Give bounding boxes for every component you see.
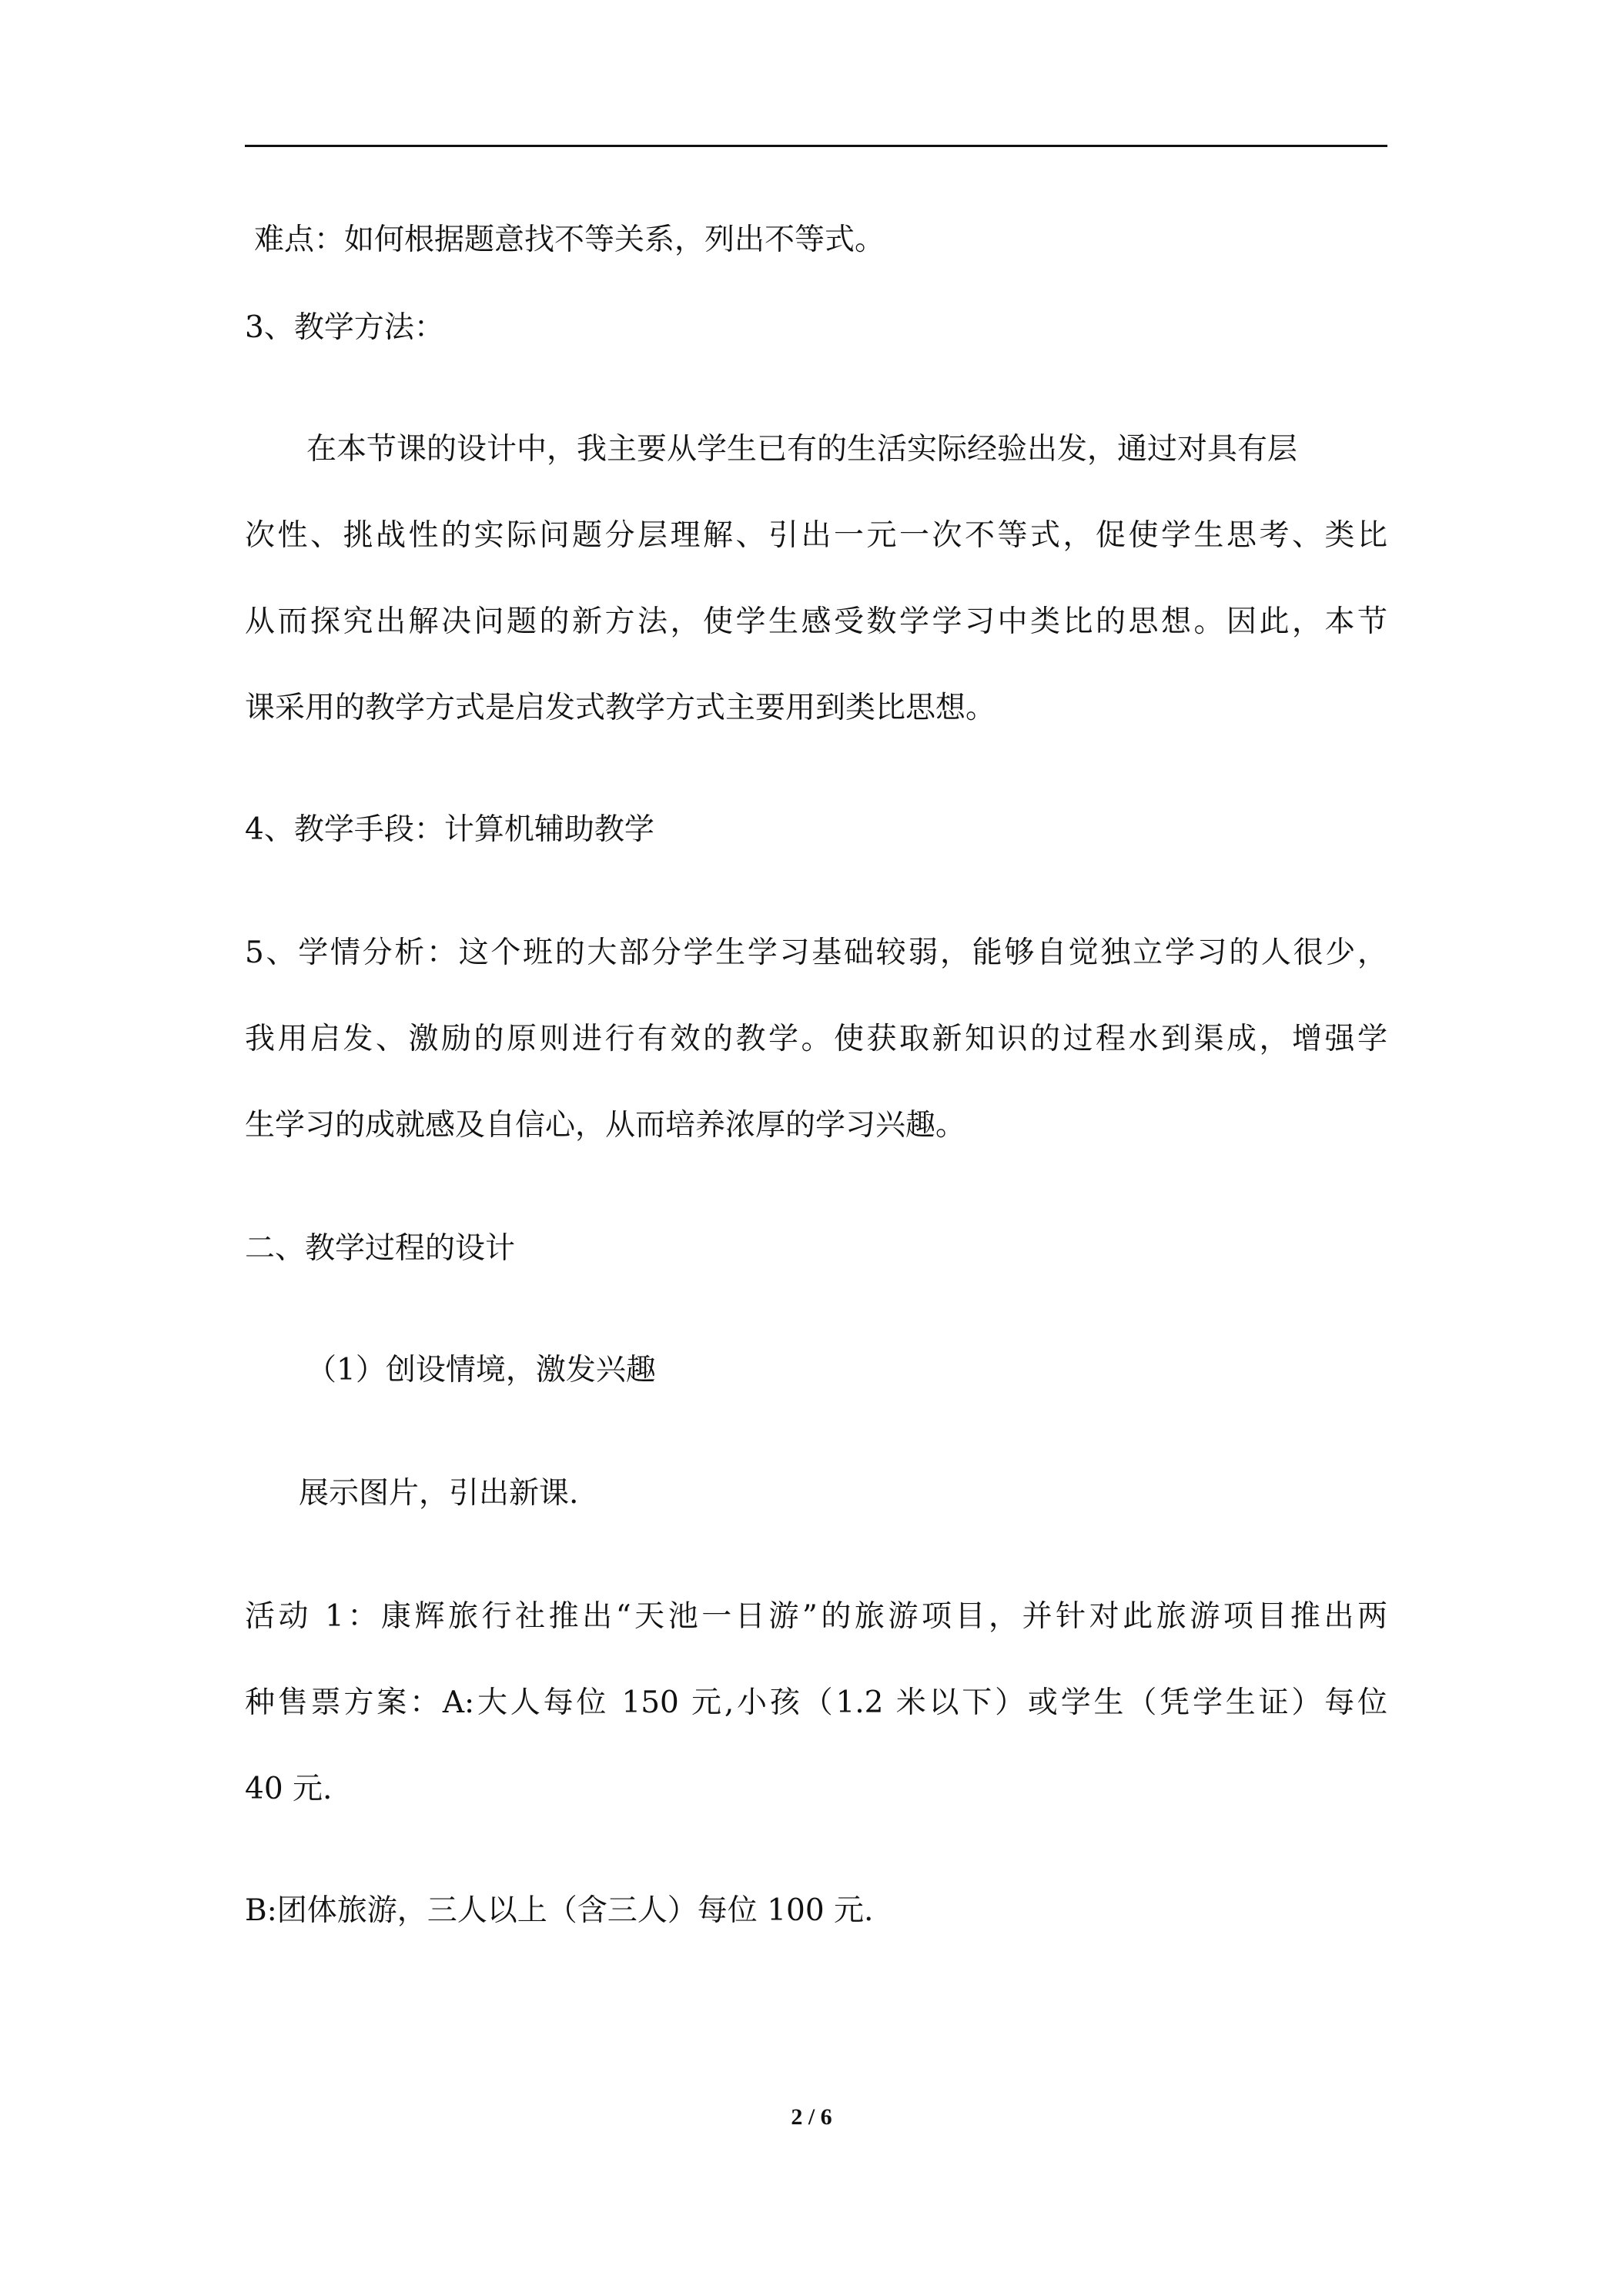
- section-heading: 二、教学过程的设计: [245, 1231, 516, 1266]
- activity-paragraph-line: 种售票方案：A:大人每位 150 元,小孩（1.2 米以下）或学生（凭学生证）每位: [245, 1685, 1387, 1720]
- analysis-paragraph-line: 生学习的成就感及自信心，从而培养浓厚的学习兴趣。: [245, 1108, 966, 1143]
- show-pictures-line: 展示图片，引出新课.: [299, 1476, 579, 1511]
- method-paragraph-line: 在本节课的设计中，我主要从学生已有的生活实际经验出发，通过对具有层: [306, 432, 1298, 467]
- header-rule: [245, 145, 1387, 147]
- teaching-means-line: 4、教学手段：计算机辅助教学: [245, 812, 654, 847]
- difficulty-line: 难点：如何根据题意找不等关系，列出不等式。: [254, 223, 885, 257]
- step-heading: （1）创设情境，激发兴趣: [306, 1353, 656, 1387]
- activity-paragraph-line: 40 元.: [245, 1772, 333, 1806]
- method-paragraph-line: 次性、挑战性的实际问题分层理解、引出一元一次不等式，促使学生思考、类比: [245, 518, 1387, 553]
- option-b-line: B:团体旅游，三人以上（含三人）每位 100 元.: [245, 1893, 874, 1928]
- method-heading: 3、教学方法：: [245, 310, 444, 345]
- activity-paragraph-line: 活动 1：康辉旅行社推出“天池一日游”的旅游项目，并针对此旅游项目推出两: [245, 1599, 1387, 1634]
- method-paragraph-line: 课采用的教学方式是启发式教学方式主要用到类比思想。: [245, 691, 996, 725]
- method-paragraph-line: 从而探究出解决问题的新方法，使学生感受数学学习中类比的思想。因此，本节: [245, 604, 1387, 639]
- analysis-paragraph-line: 我用启发、激励的原则进行有效的教学。使获取新知识的过程水到渠成，增强学: [245, 1022, 1387, 1056]
- page-number: 2 / 6: [791, 2104, 832, 2130]
- analysis-paragraph-line: 5、学情分析：这个班的大部分学生学习基础较弱，能够自觉独立学习的人很少，: [245, 935, 1387, 970]
